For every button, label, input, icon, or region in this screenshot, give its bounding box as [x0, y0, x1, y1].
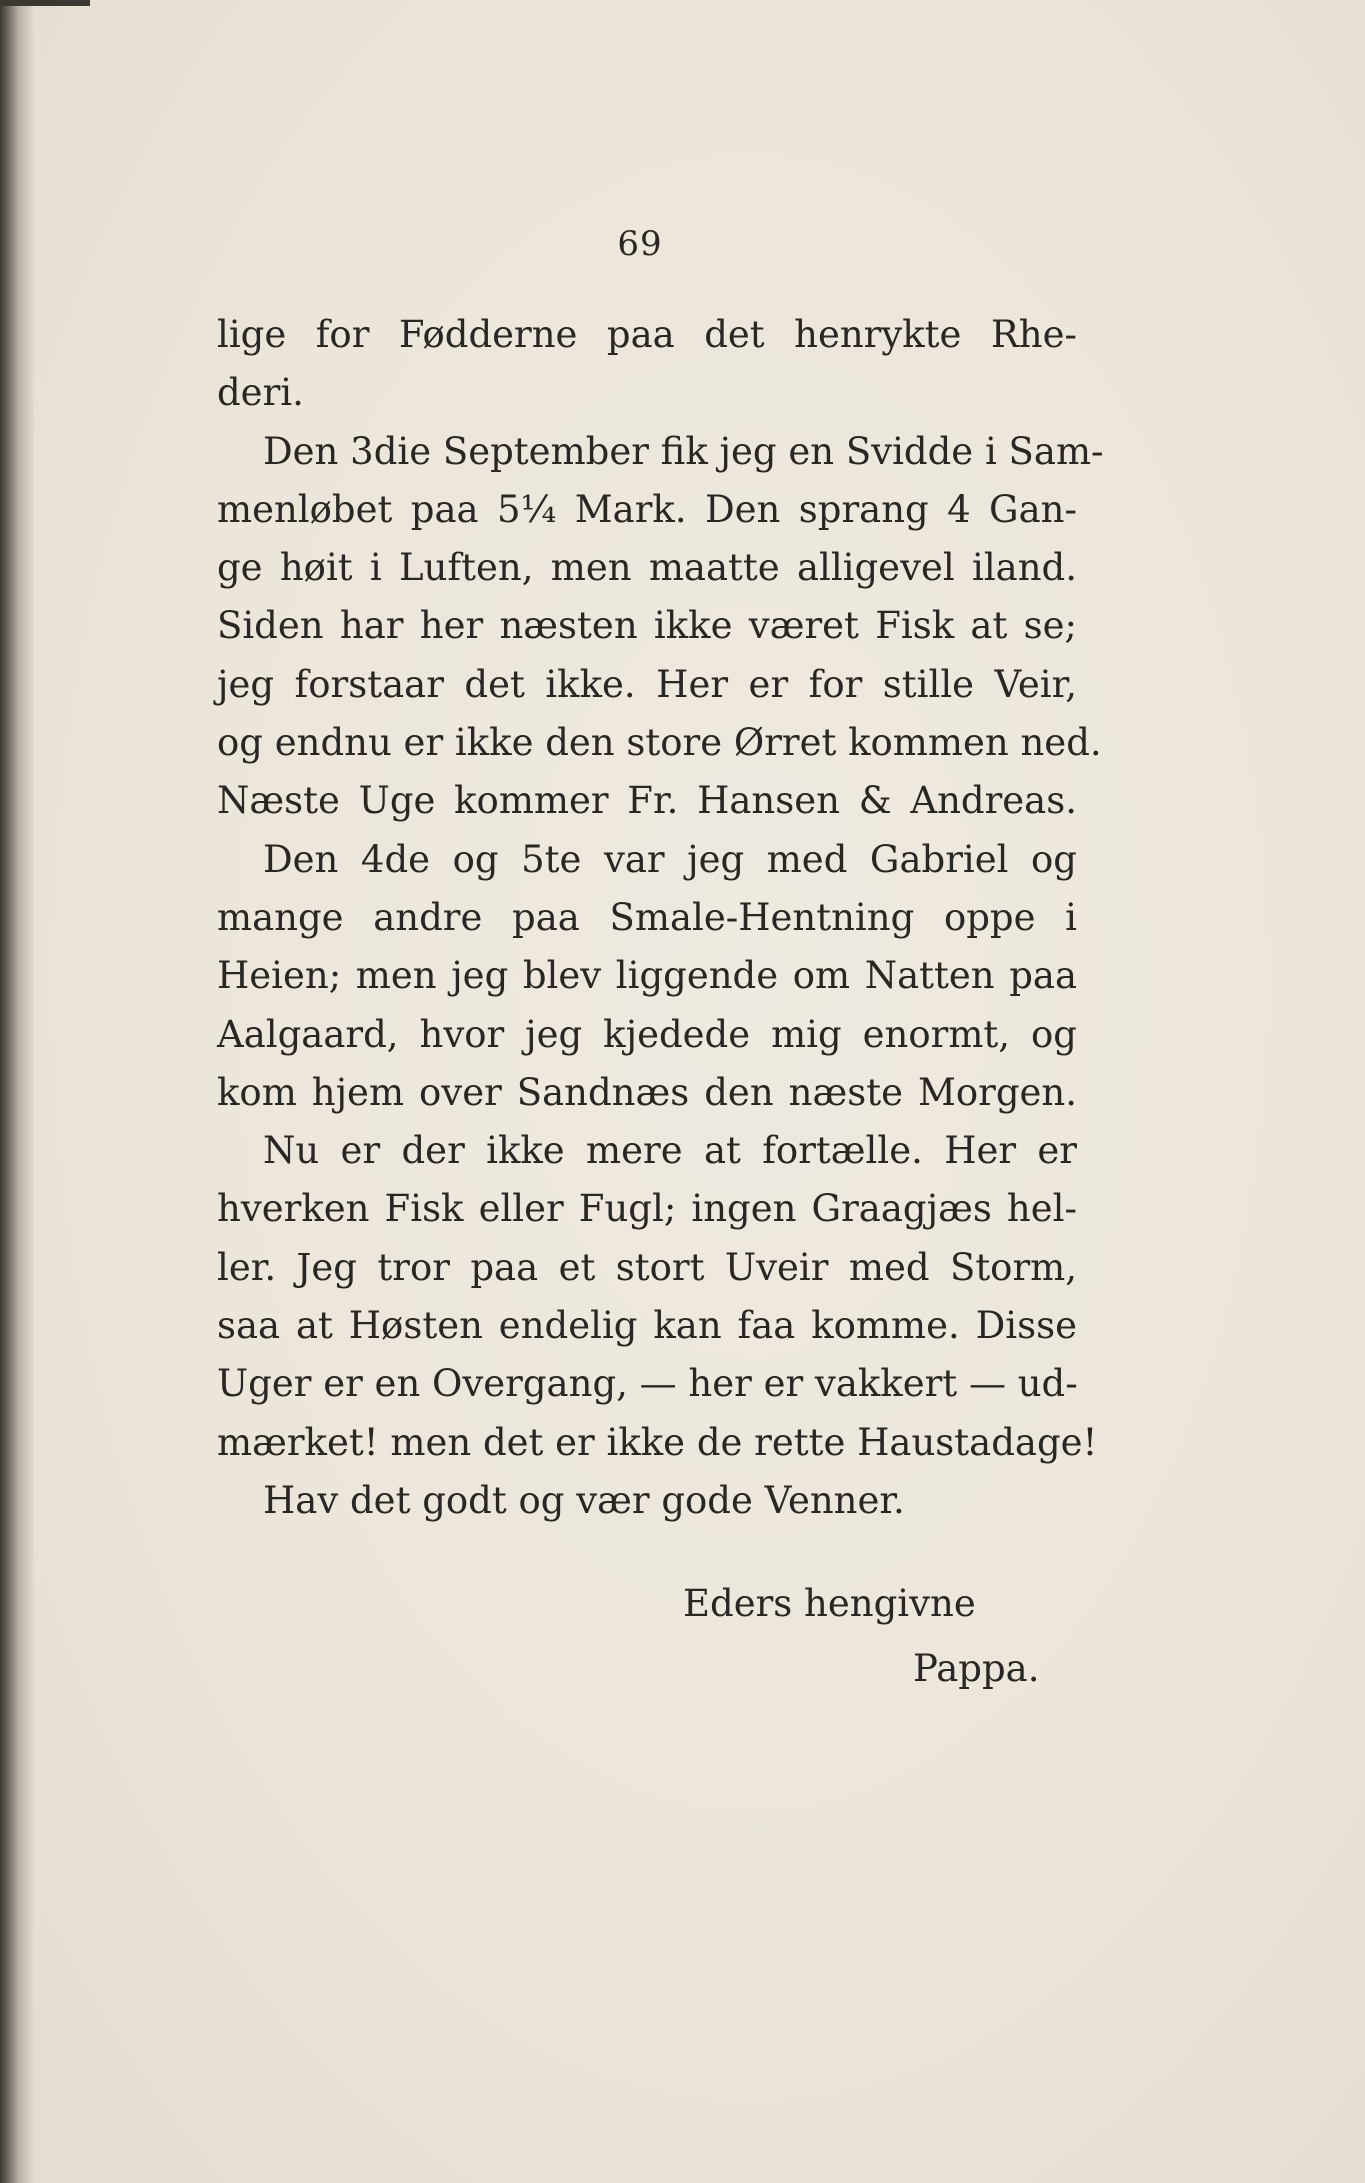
- text-line: kom hjem over Sandnæs den næste Morgen.: [217, 1070, 1077, 1114]
- text-line: mange andre paa Smale-Hentning oppe i: [217, 895, 1077, 939]
- closing-greeting: Eders hengivne: [683, 1582, 976, 1625]
- text-line: Den 3die September fik jeg en Svidde i Sam-: [263, 429, 1104, 473]
- closing-signature: Pappa.: [913, 1647, 1040, 1690]
- text-line: hverken Fisk eller Fugl; ingen Graagjæs hel-: [217, 1187, 1077, 1231]
- text-line: jeg forstaar det ikke. Her er for stille Veir,: [217, 662, 1077, 706]
- text-line: og endnu er ikke den store Ørret kommen ned.: [217, 721, 1102, 765]
- text-line: Næste Uge kommer Fr. Hansen & Andreas.: [217, 779, 1077, 823]
- page-corner-mark: [0, 0, 90, 6]
- text-line: Den 4de og 5te var jeg med Gabriel og: [263, 837, 1077, 881]
- text-line: lige for Fødderne paa det henrykte Rhe-: [217, 313, 1077, 356]
- text-line: Aalgaard, hvor jeg kjedede mig enormt, og: [217, 1012, 1077, 1056]
- text-line: menløbet paa 5¼ Mark. Den sprang 4 Gan-: [217, 487, 1077, 531]
- text-line: Siden har her næsten ikke været Fisk at se;: [217, 604, 1077, 648]
- text-line: Uger er en Overgang, — her er vakkert — ud-: [217, 1362, 1078, 1406]
- text-line: Hav det godt og vær gode Venner.: [263, 1478, 905, 1522]
- text-line: Heien; men jeg blev liggende om Natten paa: [217, 954, 1077, 998]
- text-line: saa at Høsten endelig kan faa komme. Disse: [217, 1304, 1077, 1348]
- text-line: Nu er der ikke mere at fortælle. Her er: [263, 1129, 1077, 1173]
- text-line: ge høit i Luften, men maatte alligevel iland.: [217, 546, 1077, 590]
- letter-body: [217, 306, 1104, 1530]
- text-line: mærket! men det er ikke de rette Haustadage!: [217, 1420, 1098, 1464]
- text-line: deri.: [217, 371, 304, 415]
- page-number: 69: [617, 224, 663, 264]
- text-line: ler. Jeg tror paa et stort Uveir med Storm,: [217, 1245, 1077, 1289]
- book-spine-shadow: [0, 0, 34, 2183]
